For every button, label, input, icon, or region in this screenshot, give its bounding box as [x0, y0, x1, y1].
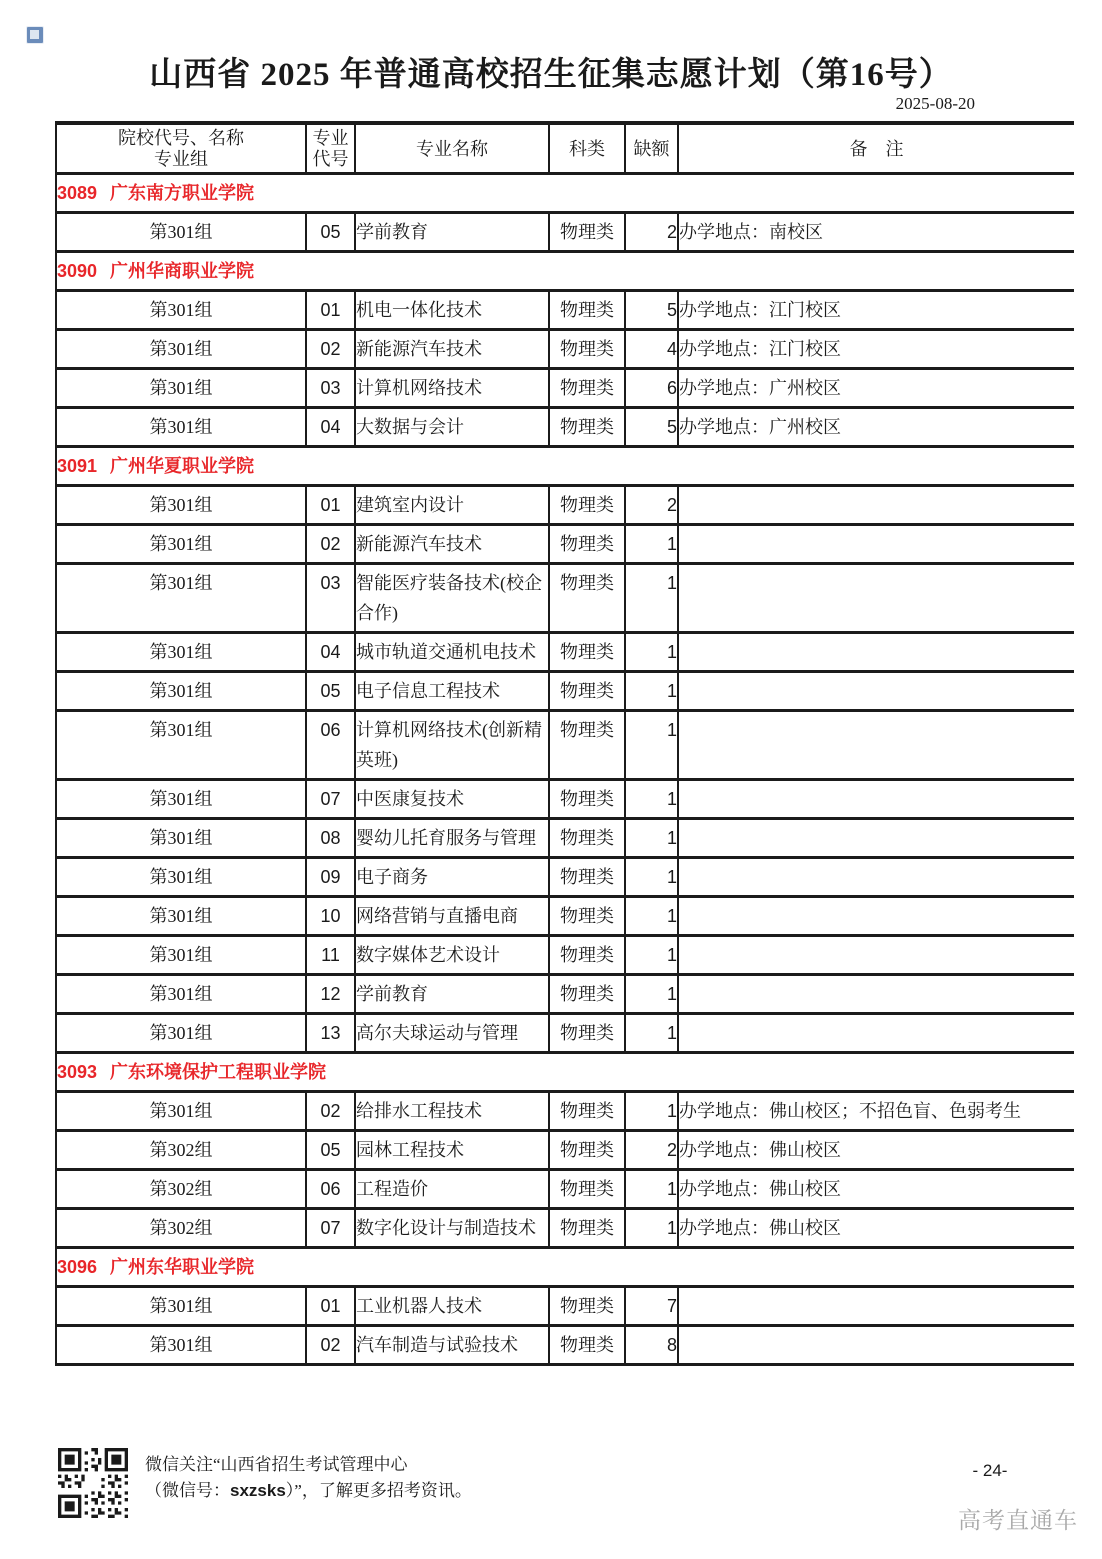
major-group: 第301组 — [56, 291, 306, 330]
major-group: 第301组 — [56, 369, 306, 408]
remark — [678, 1014, 1074, 1053]
college-section-label — [56, 174, 1074, 213]
vacancy-count: 1 — [625, 975, 678, 1014]
subject-category: 物理类 — [549, 975, 625, 1014]
vacancy-count: 1 — [625, 819, 678, 858]
header-category: 科类 — [549, 123, 625, 174]
major-group: 第301组 — [56, 780, 306, 819]
major-group: 第301组 — [56, 564, 306, 633]
footer-note-line2: （微信号：sxzsks）”，了解更多招考资讯。 — [145, 1481, 472, 1500]
major-name: 大数据与会计 — [355, 408, 549, 447]
subject-category: 物理类 — [549, 369, 625, 408]
vacancy-count: 1 — [625, 1092, 678, 1131]
vacancy-count: 1 — [625, 936, 678, 975]
vacancy-count: 6 — [625, 369, 678, 408]
college-section-row — [56, 174, 1074, 213]
major-group: 第301组 — [56, 213, 306, 252]
subject-category: 物理类 — [549, 819, 625, 858]
major-code: 03 — [306, 369, 355, 408]
major-name: 学前教育 — [355, 975, 549, 1014]
qr-center-logo-icon — [26, 26, 44, 44]
plan-row — [56, 936, 1074, 975]
major-code: 02 — [306, 1092, 355, 1131]
subject-category: 物理类 — [549, 711, 625, 780]
table-header-row — [56, 123, 1074, 174]
qr-code-icon — [58, 1448, 128, 1518]
remark: 办学地点：广州校区 — [678, 408, 1074, 447]
page-title: 山西省 2025 年普通高校招生征集志愿计划（第16号） — [149, 57, 953, 93]
watermark: 高考直通车 — [958, 1507, 1078, 1533]
major-group: 第301组 — [56, 486, 306, 525]
plan-row — [56, 291, 1074, 330]
major-code: 03 — [306, 564, 355, 633]
major-name: 城市轨道交通机电技术 — [355, 633, 549, 672]
header-major-name: 专业名称 — [355, 123, 549, 174]
subject-category: 物理类 — [549, 936, 625, 975]
header-major-code: 专业 代号 — [306, 123, 355, 174]
footer-note — [145, 1452, 472, 1504]
major-code: 10 — [306, 897, 355, 936]
subject-category: 物理类 — [549, 1287, 625, 1326]
remark: 办学地点：南校区 — [678, 213, 1074, 252]
major-group: 第301组 — [56, 1287, 306, 1326]
plan-table-body — [56, 174, 1074, 1365]
remark: 办学地点：广州校区 — [678, 369, 1074, 408]
plan-row — [56, 1170, 1074, 1209]
college-name: 广州东华职业学院 — [110, 1257, 255, 1277]
major-group: 第301组 — [56, 672, 306, 711]
remark: 办学地点：江门校区 — [678, 291, 1074, 330]
plan-row — [56, 819, 1074, 858]
major-code: 06 — [306, 1170, 355, 1209]
major-group: 第301组 — [56, 819, 306, 858]
major-code: 04 — [306, 408, 355, 447]
major-code: 12 — [306, 975, 355, 1014]
major-code: 02 — [306, 525, 355, 564]
plan-row — [56, 1326, 1074, 1365]
major-code: 09 — [306, 858, 355, 897]
remark — [678, 1326, 1074, 1365]
remark — [678, 897, 1074, 936]
wechat-id: sxzsks — [230, 1481, 286, 1500]
plan-row — [56, 330, 1074, 369]
vacancy-count: 2 — [625, 213, 678, 252]
major-name: 电子商务 — [355, 858, 549, 897]
remark — [678, 633, 1074, 672]
major-name: 工业机器人技术 — [355, 1287, 549, 1326]
major-name: 新能源汽车技术 — [355, 525, 549, 564]
subject-category: 物理类 — [549, 1209, 625, 1248]
subject-category: 物理类 — [549, 858, 625, 897]
document-date: 2025-08-20 — [895, 94, 975, 113]
major-name: 智能医疗装备技术(校企合作) — [355, 564, 549, 633]
vacancy-count: 1 — [625, 672, 678, 711]
subject-category: 物理类 — [549, 1326, 625, 1365]
college-code: 3093 — [57, 1062, 98, 1082]
footer-note-line1: 微信关注“山西省招生考试管理中心 — [145, 1455, 408, 1474]
major-name: 建筑室内设计 — [355, 486, 549, 525]
major-group: 第301组 — [56, 897, 306, 936]
vacancy-count: 8 — [625, 1326, 678, 1365]
vacancy-count: 5 — [625, 291, 678, 330]
major-code: 04 — [306, 633, 355, 672]
remark — [678, 486, 1074, 525]
plan-row — [56, 897, 1074, 936]
plan-row — [56, 1131, 1074, 1170]
plan-row — [56, 1209, 1074, 1248]
major-group: 第301组 — [56, 936, 306, 975]
subject-category: 物理类 — [549, 1014, 625, 1053]
remark — [678, 819, 1074, 858]
major-name: 婴幼儿托育服务与管理 — [355, 819, 549, 858]
plan-row — [56, 780, 1074, 819]
plan-row — [56, 369, 1074, 408]
major-group: 第301组 — [56, 975, 306, 1014]
vacancy-count: 1 — [625, 564, 678, 633]
vacancy-plan-table — [55, 121, 1074, 1366]
vacancy-count: 5 — [625, 408, 678, 447]
major-name: 数字媒体艺术设计 — [355, 936, 549, 975]
major-name: 数字化设计与制造技术 — [355, 1209, 549, 1248]
vacancy-count: 1 — [625, 525, 678, 564]
college-section-row — [56, 1248, 1074, 1287]
header-college: 院校代号、名称 专业组 — [56, 123, 306, 174]
subject-category: 物理类 — [549, 213, 625, 252]
college-name: 广东环境保护工程职业学院 — [110, 1062, 327, 1082]
major-group: 第301组 — [56, 858, 306, 897]
college-name: 广州华商职业学院 — [110, 261, 255, 281]
college-code: 3089 — [57, 183, 98, 203]
remark — [678, 780, 1074, 819]
header-vacancy: 缺额 — [625, 123, 678, 174]
subject-category: 物理类 — [549, 525, 625, 564]
page-number: - 24- — [972, 1461, 1008, 1480]
major-code: 01 — [306, 486, 355, 525]
vacancy-count: 4 — [625, 330, 678, 369]
remark: 办学地点：佛山校区 — [678, 1170, 1074, 1209]
plan-row — [56, 711, 1074, 780]
major-name: 学前教育 — [355, 213, 549, 252]
major-code: 02 — [306, 1326, 355, 1365]
plan-row — [56, 213, 1074, 252]
major-group: 第301组 — [56, 711, 306, 780]
subject-category: 物理类 — [549, 672, 625, 711]
major-name: 高尔夫球运动与管理 — [355, 1014, 549, 1053]
plan-row — [56, 672, 1074, 711]
college-section-label — [56, 1053, 1074, 1092]
vacancy-count: 1 — [625, 633, 678, 672]
remark: 办学地点：佛山校区；不招色盲、色弱考生 — [678, 1092, 1074, 1131]
major-group: 第301组 — [56, 1326, 306, 1365]
header-remark: 备 注 — [678, 123, 1074, 174]
plan-row — [56, 408, 1074, 447]
vacancy-count: 2 — [625, 1131, 678, 1170]
major-code: 06 — [306, 711, 355, 780]
remark — [678, 711, 1074, 780]
major-code: 02 — [306, 330, 355, 369]
major-code: 05 — [306, 213, 355, 252]
major-name: 网络营销与直播电商 — [355, 897, 549, 936]
plan-row — [56, 525, 1074, 564]
vacancy-count: 1 — [625, 897, 678, 936]
college-section-row — [56, 252, 1074, 291]
remark: 办学地点：佛山校区 — [678, 1131, 1074, 1170]
remark: 办学地点：佛山校区 — [678, 1209, 1074, 1248]
major-name: 汽车制造与试验技术 — [355, 1326, 549, 1365]
major-code: 01 — [306, 291, 355, 330]
major-code: 07 — [306, 780, 355, 819]
major-name: 机电一体化技术 — [355, 291, 549, 330]
major-name: 给排水工程技术 — [355, 1092, 549, 1131]
major-code: 05 — [306, 1131, 355, 1170]
plan-row — [56, 486, 1074, 525]
vacancy-count: 1 — [625, 711, 678, 780]
vacancy-count: 7 — [625, 1287, 678, 1326]
subject-category: 物理类 — [549, 897, 625, 936]
major-name: 电子信息工程技术 — [355, 672, 549, 711]
major-name: 中医康复技术 — [355, 780, 549, 819]
major-group: 第301组 — [56, 330, 306, 369]
major-code: 11 — [306, 936, 355, 975]
vacancy-count: 1 — [625, 1209, 678, 1248]
remark — [678, 858, 1074, 897]
remark — [678, 564, 1074, 633]
major-name: 工程造价 — [355, 1170, 549, 1209]
subject-category: 物理类 — [549, 633, 625, 672]
college-code: 3096 — [57, 1257, 98, 1277]
vacancy-count: 1 — [625, 858, 678, 897]
plan-row — [56, 975, 1074, 1014]
plan-row — [56, 858, 1074, 897]
college-code: 3090 — [57, 261, 98, 281]
college-section-label — [56, 252, 1074, 291]
remark — [678, 672, 1074, 711]
college-section-label — [56, 1248, 1074, 1287]
remark: 办学地点：江门校区 — [678, 330, 1074, 369]
major-code: 08 — [306, 819, 355, 858]
major-name: 园林工程技术 — [355, 1131, 549, 1170]
vacancy-count: 1 — [625, 1014, 678, 1053]
major-code: 13 — [306, 1014, 355, 1053]
remark — [678, 525, 1074, 564]
major-group: 第302组 — [56, 1131, 306, 1170]
vacancy-count: 1 — [625, 1170, 678, 1209]
major-name: 计算机网络技术(创新精英班) — [355, 711, 549, 780]
plan-row — [56, 633, 1074, 672]
subject-category: 物理类 — [549, 486, 625, 525]
vacancy-count: 1 — [625, 780, 678, 819]
subject-category: 物理类 — [549, 1092, 625, 1131]
subject-category: 物理类 — [549, 1131, 625, 1170]
vacancy-count: 2 — [625, 486, 678, 525]
major-name: 新能源汽车技术 — [355, 330, 549, 369]
college-section-row — [56, 1053, 1074, 1092]
major-group: 第302组 — [56, 1170, 306, 1209]
major-group: 第301组 — [56, 525, 306, 564]
plan-row — [56, 1092, 1074, 1131]
subject-category: 物理类 — [549, 780, 625, 819]
college-section-label — [56, 447, 1074, 486]
major-group: 第301组 — [56, 1014, 306, 1053]
subject-category: 物理类 — [549, 564, 625, 633]
plan-row — [56, 1014, 1074, 1053]
plan-row — [56, 564, 1074, 633]
subject-category: 物理类 — [549, 330, 625, 369]
college-name: 广州华夏职业学院 — [110, 456, 255, 476]
major-group: 第302组 — [56, 1209, 306, 1248]
remark — [678, 936, 1074, 975]
major-code: 01 — [306, 1287, 355, 1326]
major-group: 第301组 — [56, 1092, 306, 1131]
subject-category: 物理类 — [549, 291, 625, 330]
subject-category: 物理类 — [549, 408, 625, 447]
college-name: 广东南方职业学院 — [110, 183, 255, 203]
major-code: 05 — [306, 672, 355, 711]
major-code: 07 — [306, 1209, 355, 1248]
remark — [678, 1287, 1074, 1326]
major-group: 第301组 — [56, 408, 306, 447]
plan-row — [56, 1287, 1074, 1326]
remark — [678, 975, 1074, 1014]
major-name: 计算机网络技术 — [355, 369, 549, 408]
subject-category: 物理类 — [549, 1170, 625, 1209]
college-section-row — [56, 447, 1074, 486]
college-code: 3091 — [57, 456, 98, 476]
major-group: 第301组 — [56, 633, 306, 672]
